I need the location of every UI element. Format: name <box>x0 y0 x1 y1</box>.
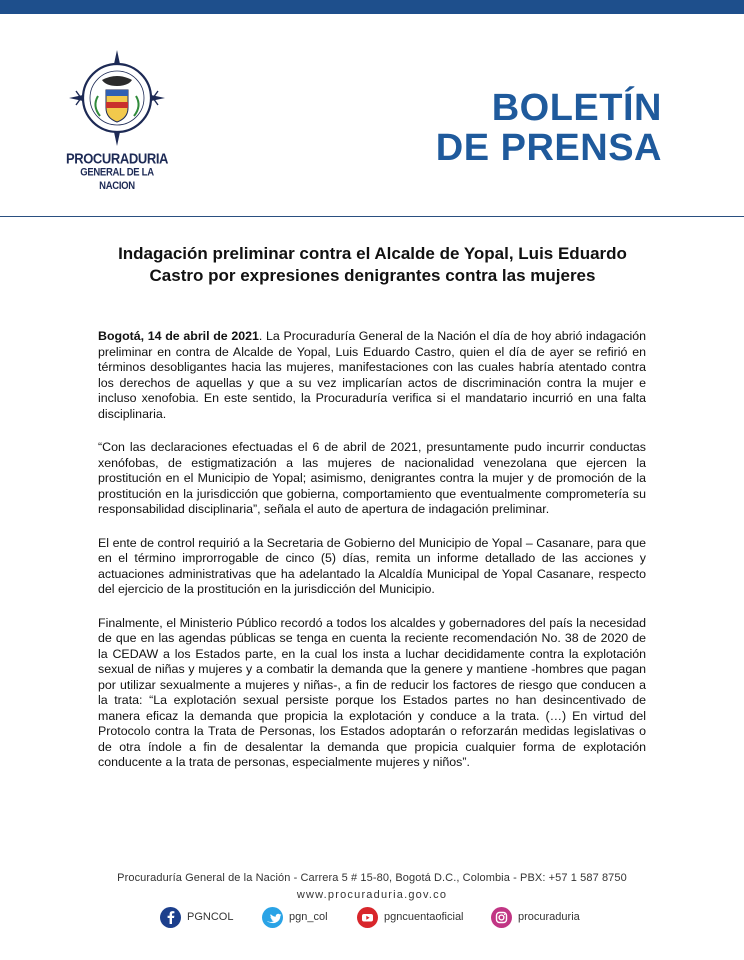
logo-subname-text: GENERAL DE LA NACION <box>80 166 154 193</box>
paragraph-1 <box>98 329 646 422</box>
instagram-icon <box>491 907 512 928</box>
dateline: Bogotá, 14 de abril de 2021 <box>98 329 259 343</box>
twitter-icon <box>262 907 283 928</box>
social-instagram[interactable] <box>491 906 580 928</box>
social-facebook[interactable] <box>160 906 233 928</box>
paragraph-2: “Con las declaraciones efectuadas el 6 de abril de 2021, presuntamente pudo incurrir conductas xenófobas, de estigmatización a las mujeres de nacionalidad venezolana que ejercen la prostitución en el Municipio de Yopal; asimismo, denigrantes contra la mujer y de promoción de la prostitución en la jurisdicción que gobierna, comportamiento que eventualmente comprometería su responsabilidad disciplinaria”, señala el auto de apertura de indagación preliminar. <box>98 440 646 516</box>
instagram-handle: procuraduria <box>518 911 580 923</box>
procuraduria-logo <box>62 44 172 193</box>
paragraph-4: Finalmente, el Ministerio Público recordó a todos los alcaldes y gobernadores del país la necesidad de que en las agendas públicas se tenga en cuenta la reciente recomendación No. 38 de 2020 de la CEDAW a los Estados parte, en la cual los insta a luchar decididamente contra la explotación sexual de niñas y mujeres y a combatir la demanda que la genere y mantiene -hombres que pagan por utilizar sexualmente a mujeres y niñas-, a fin de reducir los factores de riesgo que conducen a la trata: “La explotación sexual persiste porque los Estados partes no han desincentivado de manera eficaz la demanda que propicia la explotación y conduce a la trata. (…) En virtud del Protocolo contra la Trata de Personas, los Estados adoptarán o reforzarán medidas legislativas o de otra índole a fin de desalentar la demanda que propicia cualquier forma de explotación conducente a la trata de personas, especialmente mujeres y niños”. <box>98 615 646 769</box>
footer-website-link[interactable]: www.procuraduria.gov.co <box>296 889 448 901</box>
top-color-bar <box>0 0 744 14</box>
compass-seal-icon <box>62 44 172 152</box>
press-body <box>98 329 646 789</box>
header-divider <box>0 216 744 217</box>
bulletin-title-line-2: DE PRENSA <box>435 127 662 169</box>
twitter-handle: pgn_col <box>289 911 328 923</box>
facebook-handle: PGNCOL <box>187 911 234 923</box>
youtube-handle: pgncuentaoficial <box>384 911 464 923</box>
social-youtube[interactable] <box>357 906 464 928</box>
social-twitter[interactable] <box>262 906 328 928</box>
paragraph-1-text: . La Procuraduría General de la Nación el día de hoy abrió indagación preliminar en contra de Alcalde de Yopal, Luis Eduardo Castro, quien el día de ayer se refirió en términos desobligantes hacia las mujeres, manifestaciones con las cuales habría atentado contra los derechos de aquellas y que a su vez implicarían actos de discriminación contra la mujer e incluso xenofobia. En este sentido, la Procuraduría verifica si el mandatario incurrió en una falta disciplinaria. <box>98 329 646 421</box>
facebook-icon <box>160 907 181 928</box>
press-headline: Indagación preliminar contra el Alcalde de Yopal, Luis Eduardo Castro por expresiones denigrantes contra las mujeres <box>118 244 627 285</box>
bulletin-title-line-1: BOLETÍN <box>491 87 662 129</box>
logo-name-text: PROCURADURIA <box>65 149 169 168</box>
bulletin-title <box>436 88 662 168</box>
paragraph-3: El ente de control requirió a la Secretaria de Gobierno del Municipio de Yopal – Casanare, para que en el término improrrogable de cinco (5) días, remita un informe detallado de las acciones y actuaciones administrativas que ha adelantado la Alcaldía Municipal de Yopal Casanare, respecto del ejercicio de la prostitución en la jurisdicción del Municipio. <box>98 535 646 596</box>
footer-address: Procuraduría General de la Nación - Carrera 5 # 15-80, Bogotá D.C., Colombia - PBX: +57 1 587 8750 <box>117 872 627 884</box>
youtube-icon <box>357 907 378 928</box>
